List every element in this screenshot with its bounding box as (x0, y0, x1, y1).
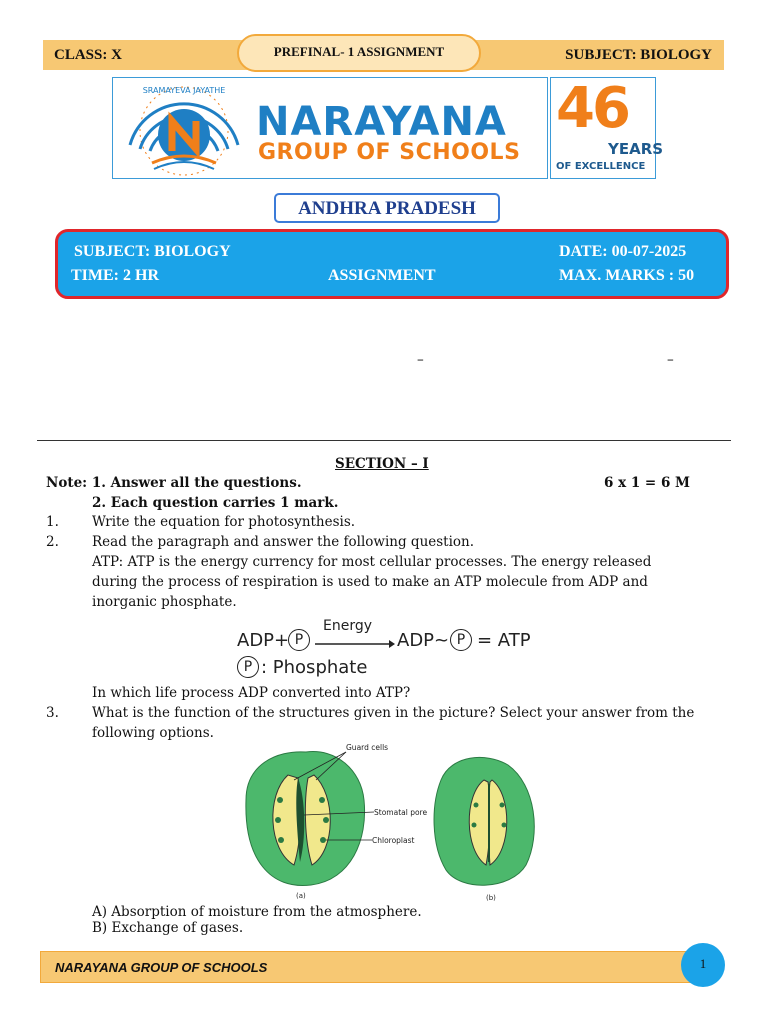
label-chloroplast: Chloroplast (372, 836, 415, 845)
state-box (274, 193, 500, 223)
option-b: B) Exchange of gases. (92, 920, 244, 936)
info-type: ASSIGNMENT (328, 267, 436, 284)
narayana-emblem-icon (114, 79, 254, 177)
eq-left: ADP+ (237, 630, 290, 651)
option-a: A) Absorption of moisture from the atmosphere. (92, 904, 422, 920)
info-date: DATE: 00-07-2025 (559, 243, 687, 260)
dash-mark: – (417, 352, 424, 368)
note-1: Note: 1. Answer all the questions. (46, 475, 302, 491)
question-number: 1. (46, 514, 59, 530)
class-label: CLASS: X (54, 47, 122, 63)
exam-info-box (55, 229, 729, 299)
atp-equation (237, 618, 537, 682)
years-excellence: OF EXCELLENCE (556, 161, 646, 172)
paragraph-line: during the process of respiration is used to make an ATP molecule from ADP and (92, 574, 648, 590)
info-time: TIME: 2 HR (71, 267, 159, 284)
emblem-ring-text: SRAMAYEVA JAYATHE (142, 86, 226, 95)
phosphate-symbol: P (450, 629, 472, 651)
page-number: 1 (699, 956, 707, 971)
info-marks: MAX. MARKS : 50 (559, 267, 695, 284)
phosphate-symbol: P (237, 656, 259, 678)
divider (37, 440, 731, 441)
eq-mid: ADP~ (397, 630, 450, 651)
footer-school: NARAYANA GROUP OF SCHOOLS (55, 960, 268, 975)
assignment-title: PREFINAL- 1 ASSIGNMENT (273, 44, 445, 59)
question-text: In which life process ADP converted into ATP? (92, 685, 411, 701)
question-text: Read the paragraph and answer the following question. (92, 534, 475, 550)
question-text: What is the function of the structures given in the picture? Select your answer from the following options. (92, 705, 695, 741)
phosphate-label: : Phosphate (261, 657, 368, 678)
arrow-icon (315, 638, 395, 650)
section-marks: 6 x 1 = 6 M (604, 475, 690, 491)
section-title: SECTION – I (335, 456, 429, 472)
brand-tagline: GROUP OF SCHOOLS (258, 140, 521, 165)
dash-mark: – (667, 352, 674, 368)
label-guard-cells: Guard cells (346, 743, 389, 752)
figure-label-b: (b) (486, 894, 496, 902)
note-2: 2. Each question carries 1 mark. (92, 495, 339, 511)
paragraph-line: ATP: ATP is the energy currency for most cellular processes. The energy released (92, 554, 652, 570)
assignment-title-pill (237, 34, 481, 72)
footer-bar (40, 951, 700, 983)
paragraph-line: inorganic phosphate. (92, 594, 237, 610)
page-number-badge (681, 943, 725, 987)
question-number: 3. (46, 705, 59, 721)
state-name: ANDHRA PRADESH (298, 198, 476, 219)
info-subject: SUBJECT: BIOLOGY (74, 243, 231, 260)
question-text: Write the equation for photosynthesis. (92, 514, 356, 530)
years-number: 46 (556, 76, 628, 141)
label-stomatal-pore: Stomatal pore (374, 808, 428, 817)
stomata-figure (236, 740, 546, 905)
eq-right: = ATP (477, 630, 531, 651)
phosphate-symbol: P (288, 629, 310, 651)
subject-label: SUBJECT: BIOLOGY (565, 47, 712, 63)
brand-name: NARAYANA (256, 99, 507, 145)
figure-label-a: (a) (296, 892, 306, 900)
eq-energy: Energy (323, 618, 373, 634)
years-word: YEARS (608, 140, 664, 158)
question-number: 2. (46, 534, 59, 550)
